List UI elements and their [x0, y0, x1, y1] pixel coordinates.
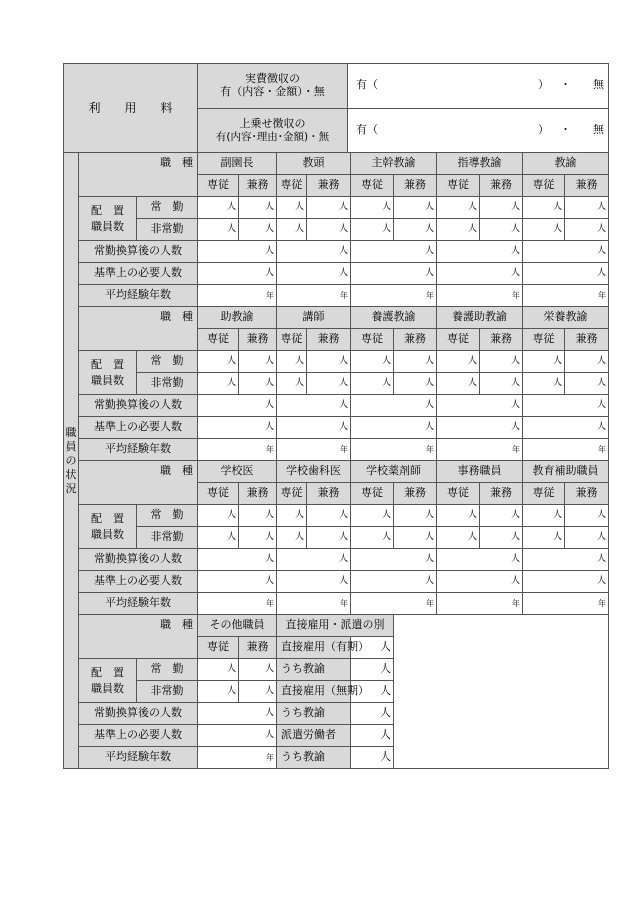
required-cell[interactable]: 人 [523, 417, 609, 439]
fee-table [63, 63, 609, 154]
regular-count-cell[interactable]: 人 [480, 197, 523, 219]
role-header: 養護助教諭 [437, 307, 523, 329]
regular-count-cell[interactable]: 人 [437, 351, 480, 373]
regular-count-cell[interactable]: 人 [307, 351, 351, 373]
regular-count-cell[interactable]: 人 [394, 505, 437, 527]
staff-section-label: 職員の状況 [64, 153, 79, 769]
part-time-count-cell[interactable]: 人 [351, 527, 394, 549]
fte-label: 常勤換算後の人数 [79, 703, 198, 725]
surcharge-no-text: 無 [593, 123, 604, 136]
employment-count-cell[interactable]: 人 [351, 681, 394, 703]
regular-count-cell[interactable]: 人 [565, 351, 609, 373]
concurrent-header: 兼務 [239, 175, 277, 197]
concurrent-header: 兼務 [394, 329, 437, 351]
required-cell[interactable]: 人 [437, 417, 523, 439]
employment-type-label: うち教諭 [277, 747, 351, 769]
fte-cell[interactable]: 人 [351, 549, 437, 571]
regular-label: 常 勤 [137, 351, 198, 373]
regular-count-cell[interactable]: 人 [198, 659, 239, 681]
concurrent-header: 兼務 [239, 637, 277, 659]
avg-exp-cell[interactable]: 年 [523, 439, 609, 461]
concurrent-header: 兼務 [565, 175, 609, 197]
part-time-count-cell[interactable]: 人 [351, 219, 394, 241]
placement-label-line1: 配 置 [91, 357, 124, 371]
regular-count-cell[interactable]: 人 [239, 505, 277, 527]
concurrent-header: 兼務 [565, 329, 609, 351]
placement-label-line2: 職員数 [91, 373, 124, 387]
role-header: 副園長 [198, 153, 277, 175]
placement-label-line1: 配 置 [91, 665, 124, 679]
avg-exp-cell[interactable]: 年 [277, 285, 351, 307]
surcharge-label-line2: 有(内容･理由･金額)・無 [215, 131, 330, 143]
blank-area [394, 703, 609, 725]
fte-cell[interactable]: 人 [437, 549, 523, 571]
surcharge-value[interactable] [348, 109, 609, 154]
required-cell[interactable]: 人 [523, 263, 609, 285]
role-header: 栄養教諭 [523, 307, 609, 329]
required-cell[interactable]: 人 [523, 571, 609, 593]
employment-count-cell[interactable]: 人 [351, 703, 394, 725]
part-time-count-cell[interactable]: 人 [437, 527, 480, 549]
required-cell[interactable]: 人 [351, 417, 437, 439]
required-label: 基準上の必要人数 [79, 571, 198, 593]
regular-count-cell[interactable]: 人 [307, 197, 351, 219]
avg-exp-cell[interactable]: 年 [277, 439, 351, 461]
fte-cell[interactable]: 人 [277, 241, 351, 263]
regular-count-cell[interactable]: 人 [480, 351, 523, 373]
surcharge-label [198, 109, 348, 154]
concurrent-header: 兼務 [239, 483, 277, 505]
full-time-header: 専従 [198, 637, 239, 659]
concurrent-header: 兼務 [565, 483, 609, 505]
full-time-header: 専従 [277, 483, 307, 505]
concurrent-header: 兼務 [307, 483, 351, 505]
avg-exp-cell[interactable]: 年 [277, 593, 351, 615]
placement-label-line1: 配 置 [91, 511, 124, 525]
fee-label: 利 用 料 [64, 64, 198, 154]
blank-area [394, 747, 609, 769]
placement-label-line1: 配 置 [91, 203, 124, 217]
regular-count-cell[interactable]: 人 [480, 505, 523, 527]
placement-label-line2: 職員数 [91, 527, 124, 541]
role-header: その他職員 [198, 615, 277, 637]
concurrent-header: 兼務 [307, 175, 351, 197]
part-time-count-cell[interactable]: 人 [239, 373, 277, 395]
surcharge-dot: ・ [560, 123, 571, 136]
regular-count-cell[interactable]: 人 [523, 351, 565, 373]
avg-exp-cell[interactable]: 年 [437, 593, 523, 615]
placement-label [79, 351, 137, 395]
fte-cell[interactable]: 人 [351, 395, 437, 417]
regular-count-cell[interactable]: 人 [239, 351, 277, 373]
placement-label-line2: 職員数 [91, 681, 124, 695]
part-time-count-cell[interactable]: 人 [523, 527, 565, 549]
actual-close-paren: ） [538, 78, 549, 91]
concurrent-header: 兼務 [239, 329, 277, 351]
fte-cell[interactable]: 人 [277, 395, 351, 417]
actual-yes-text: 有（ [356, 78, 378, 91]
part-time-count-cell[interactable]: 人 [198, 219, 239, 241]
role-header: 事務職員 [437, 461, 523, 483]
role-header: 学校歯科医 [277, 461, 351, 483]
fte-cell[interactable]: 人 [437, 241, 523, 263]
required-cell[interactable]: 人 [277, 417, 351, 439]
avg-exp-cell[interactable]: 年 [198, 747, 277, 769]
job-type-label: 職 種 [79, 307, 198, 351]
required-cell[interactable]: 人 [437, 571, 523, 593]
part-time-count-cell[interactable]: 人 [198, 527, 239, 549]
concurrent-header: 兼務 [480, 483, 523, 505]
avg-exp-cell[interactable]: 年 [523, 285, 609, 307]
actual-no-text: 無 [593, 78, 604, 91]
part-time-count-cell[interactable]: 人 [437, 219, 480, 241]
part-time-count-cell[interactable]: 人 [480, 527, 523, 549]
part-time-label: 非常勤 [137, 527, 198, 549]
fte-cell[interactable]: 人 [198, 549, 277, 571]
fte-cell[interactable]: 人 [198, 241, 277, 263]
fte-cell[interactable]: 人 [198, 703, 277, 725]
part-time-count-cell[interactable]: 人 [239, 681, 277, 703]
concurrent-header: 兼務 [307, 329, 351, 351]
employment-type-label: うち教諭 [277, 659, 351, 681]
actual-cost-value[interactable] [348, 64, 609, 109]
part-time-label: 非常勤 [137, 681, 198, 703]
part-time-count-cell[interactable]: 人 [277, 219, 307, 241]
required-cell[interactable]: 人 [437, 263, 523, 285]
part-time-label: 非常勤 [137, 219, 198, 241]
concurrent-header: 兼務 [394, 175, 437, 197]
avg-exp-cell[interactable]: 年 [351, 285, 437, 307]
concurrent-header: 兼務 [394, 483, 437, 505]
actual-cost-label [198, 64, 348, 109]
regular-count-cell[interactable]: 人 [351, 505, 394, 527]
fte-cell[interactable]: 人 [198, 395, 277, 417]
regular-count-cell[interactable]: 人 [307, 505, 351, 527]
placement-label-line2: 職員数 [91, 219, 124, 233]
required-cell[interactable]: 人 [198, 571, 277, 593]
concurrent-header: 兼務 [480, 329, 523, 351]
employment-header: 直接雇用・派遣の別 [277, 615, 394, 637]
job-type-label: 職 種 [79, 461, 198, 505]
part-time-count-cell[interactable]: 人 [523, 219, 565, 241]
role-header: 助教諭 [198, 307, 277, 329]
fte-cell[interactable]: 人 [523, 549, 609, 571]
actual-cost-label-line2: 有（内容・金額）・無 [220, 85, 325, 98]
regular-count-cell[interactable]: 人 [239, 197, 277, 219]
full-time-header: 専従 [437, 329, 480, 351]
part-time-label: 非常勤 [137, 373, 198, 395]
avg-exp-cell[interactable]: 年 [198, 285, 277, 307]
employment-count-cell[interactable]: 人 [351, 747, 394, 769]
role-header: 学校薬剤師 [351, 461, 437, 483]
role-header: 指導教諭 [437, 153, 523, 175]
regular-count-cell[interactable]: 人 [565, 197, 609, 219]
avg-exp-cell[interactable]: 年 [437, 285, 523, 307]
regular-label: 常 勤 [137, 197, 198, 219]
role-header: 教諭 [523, 153, 609, 175]
blank-area [394, 681, 609, 703]
regular-count-cell[interactable]: 人 [198, 351, 239, 373]
placement-label [79, 505, 137, 549]
part-time-count-cell[interactable]: 人 [239, 527, 277, 549]
fte-cell[interactable]: 人 [351, 241, 437, 263]
role-header: 教育補助職員 [523, 461, 609, 483]
fte-label: 常勤換算後の人数 [79, 241, 198, 263]
required-label: 基準上の必要人数 [79, 417, 198, 439]
required-cell[interactable]: 人 [351, 571, 437, 593]
required-cell[interactable]: 人 [277, 263, 351, 285]
regular-count-cell[interactable]: 人 [277, 197, 307, 219]
avg-exp-label: 平均経験年数 [79, 593, 198, 615]
avg-exp-label: 平均経験年数 [79, 439, 198, 461]
part-time-count-cell[interactable]: 人 [307, 373, 351, 395]
full-time-header: 専従 [198, 175, 239, 197]
employment-count-cell[interactable]: 人 [351, 659, 394, 681]
part-time-count-cell[interactable]: 人 [565, 219, 609, 241]
required-cell[interactable]: 人 [198, 263, 277, 285]
role-header: 講師 [277, 307, 351, 329]
full-time-header: 専従 [523, 483, 565, 505]
concurrent-header: 兼務 [480, 175, 523, 197]
surcharge-close-paren: ） [538, 123, 549, 136]
role-header: 学校医 [198, 461, 277, 483]
full-time-header: 専従 [351, 175, 394, 197]
employment-type-label: うち教諭 [277, 703, 351, 725]
avg-exp-cell[interactable]: 年 [437, 439, 523, 461]
required-label: 基準上の必要人数 [79, 263, 198, 285]
regular-count-cell[interactable]: 人 [523, 505, 565, 527]
required-cell[interactable]: 人 [198, 725, 277, 747]
regular-count-cell[interactable]: 人 [198, 197, 239, 219]
avg-exp-cell[interactable]: 年 [198, 593, 277, 615]
role-header: 主幹教諭 [351, 153, 437, 175]
full-time-header: 専従 [351, 483, 394, 505]
part-time-count-cell[interactable]: 人 [394, 219, 437, 241]
part-time-count-cell[interactable]: 人 [394, 373, 437, 395]
part-time-count-cell[interactable]: 人 [307, 527, 351, 549]
regular-count-cell[interactable]: 人 [565, 505, 609, 527]
placement-label [79, 197, 137, 241]
part-time-count-cell[interactable]: 人 [437, 373, 480, 395]
actual-cost-label-line1: 実費徴収の [245, 72, 300, 86]
full-time-header: 専従 [437, 483, 480, 505]
part-time-count-cell[interactable]: 人 [198, 681, 239, 703]
regular-count-cell[interactable]: 人 [437, 505, 480, 527]
fte-cell[interactable]: 人 [523, 241, 609, 263]
avg-exp-cell[interactable]: 年 [351, 439, 437, 461]
regular-count-cell[interactable]: 人 [198, 505, 239, 527]
regular-count-cell[interactable]: 人 [523, 197, 565, 219]
required-cell[interactable]: 人 [277, 571, 351, 593]
regular-count-cell[interactable]: 人 [351, 197, 394, 219]
required-label: 基準上の必要人数 [79, 725, 198, 747]
actual-dot: ・ [560, 78, 571, 91]
blank-area [394, 615, 609, 659]
full-time-header: 専従 [351, 329, 394, 351]
regular-count-cell[interactable]: 人 [277, 351, 307, 373]
full-time-header: 専従 [437, 175, 480, 197]
part-time-count-cell[interactable]: 人 [307, 219, 351, 241]
regular-label: 常 勤 [137, 505, 198, 527]
avg-exp-label: 平均経験年数 [79, 747, 198, 769]
part-time-count-cell[interactable]: 人 [198, 373, 239, 395]
fte-label: 常勤換算後の人数 [79, 549, 198, 571]
avg-exp-label: 平均経験年数 [79, 285, 198, 307]
role-header: 教頭 [277, 153, 351, 175]
full-time-header: 専従 [198, 483, 239, 505]
full-time-header: 専従 [523, 175, 565, 197]
required-cell[interactable]: 人 [351, 263, 437, 285]
full-time-header: 専従 [277, 329, 307, 351]
part-time-count-cell[interactable]: 人 [565, 527, 609, 549]
part-time-count-cell[interactable]: 人 [565, 373, 609, 395]
role-header: 養護教諭 [351, 307, 437, 329]
part-time-count-cell[interactable]: 人 [239, 219, 277, 241]
required-cell[interactable]: 人 [198, 417, 277, 439]
fte-label: 常勤換算後の人数 [79, 395, 198, 417]
regular-count-cell[interactable]: 人 [277, 505, 307, 527]
surcharge-yes-text: 有（ [356, 123, 378, 136]
full-time-header: 専従 [277, 175, 307, 197]
job-type-label: 職 種 [79, 153, 198, 197]
fte-cell[interactable]: 人 [437, 395, 523, 417]
employment-count-cell[interactable]: 人 [351, 637, 394, 659]
job-type-label: 職 種 [79, 615, 198, 659]
part-time-count-cell[interactable]: 人 [480, 373, 523, 395]
blank-area [394, 659, 609, 681]
regular-count-cell[interactable]: 人 [394, 351, 437, 373]
fte-cell[interactable]: 人 [523, 395, 609, 417]
employment-type-label: 直接雇用（有期） [277, 637, 351, 659]
avg-exp-cell[interactable]: 年 [523, 593, 609, 615]
regular-count-cell[interactable]: 人 [437, 197, 480, 219]
regular-count-cell[interactable]: 人 [394, 197, 437, 219]
part-time-count-cell[interactable]: 人 [394, 527, 437, 549]
part-time-count-cell[interactable]: 人 [277, 373, 307, 395]
employment-type-label: 派遣労働者 [277, 725, 351, 747]
avg-exp-cell[interactable]: 年 [198, 439, 277, 461]
placement-label [79, 659, 137, 703]
regular-count-cell[interactable]: 人 [351, 351, 394, 373]
employment-count-cell[interactable]: 人 [351, 725, 394, 747]
regular-label: 常 勤 [137, 659, 198, 681]
part-time-count-cell[interactable]: 人 [480, 219, 523, 241]
staff-table [63, 152, 609, 769]
part-time-count-cell[interactable]: 人 [351, 373, 394, 395]
full-time-header: 専従 [198, 329, 239, 351]
avg-exp-cell[interactable]: 年 [351, 593, 437, 615]
employment-type-label: 直接雇用（無期） [277, 681, 351, 703]
surcharge-label-line1: 上乗せ徴収の [239, 117, 306, 131]
part-time-count-cell[interactable]: 人 [277, 527, 307, 549]
fte-cell[interactable]: 人 [277, 549, 351, 571]
regular-count-cell[interactable]: 人 [239, 659, 277, 681]
blank-area [394, 725, 609, 747]
part-time-count-cell[interactable]: 人 [523, 373, 565, 395]
full-time-header: 専従 [523, 329, 565, 351]
